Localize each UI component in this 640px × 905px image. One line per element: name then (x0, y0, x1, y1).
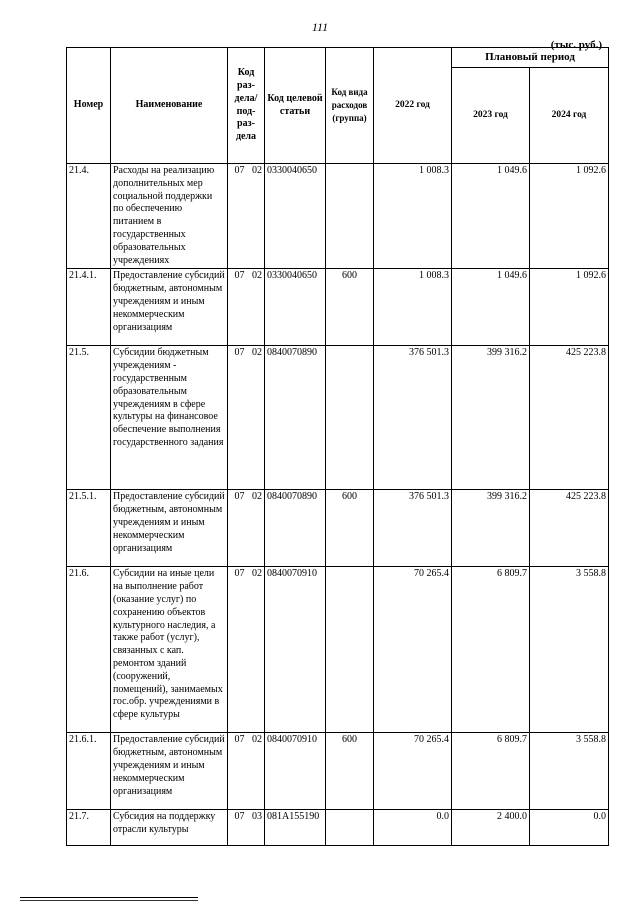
row-expense-code: 600 (326, 733, 374, 810)
row-amount-2023: 1 049.6 (452, 269, 530, 346)
row-target-code: 0840070910 (265, 567, 326, 733)
row-amount-2023: 6 809.7 (452, 567, 530, 733)
row-target-code: 0840070890 (265, 490, 326, 567)
row-amount-2023: 6 809.7 (452, 733, 530, 810)
row-number: 21.4.1. (67, 269, 111, 346)
row-name: Предоставление субсидий бюджетным, автономным учреждениям и иным некоммерческим организациям (111, 269, 228, 346)
row-expense-code (326, 567, 374, 733)
header-expense-code: Код вида расходов (группа) (326, 48, 374, 164)
row-amount-2023: 2 400.0 (452, 810, 530, 846)
row-section-code: 07 02 (228, 490, 265, 567)
units-label: (тыс. руб.) (550, 39, 602, 51)
row-amount-2024: 0.0 (530, 810, 609, 846)
header-planning-period: Плановый период (452, 48, 609, 68)
row-target-code: 0330040650 (265, 269, 326, 346)
row-amount-2023: 1 049.6 (452, 164, 530, 269)
row-number: 21.6. (67, 567, 111, 733)
row-target-code: 0840070910 (265, 733, 326, 810)
row-amount-2022: 376 501.3 (374, 346, 452, 490)
row-amount-2024: 3 558.8 (530, 567, 609, 733)
row-expense-code: 600 (326, 269, 374, 346)
row-number: 21.7. (67, 810, 111, 846)
footer-rule-secondary (20, 900, 198, 901)
table-row (67, 490, 609, 567)
header-year-2022: 2022 год (374, 48, 452, 164)
table-row (67, 164, 609, 269)
header-name: Наименование (111, 48, 228, 164)
row-number: 21.4. (67, 164, 111, 269)
row-amount-2024: 3 558.8 (530, 733, 609, 810)
header-number: Номер (67, 48, 111, 164)
row-expense-code: 600 (326, 490, 374, 567)
row-amount-2022: 0.0 (374, 810, 452, 846)
row-number: 21.5. (67, 346, 111, 490)
row-amount-2024: 425 223.8 (530, 490, 609, 567)
row-number: 21.5.1. (67, 490, 111, 567)
row-number: 21.6.1. (67, 733, 111, 810)
table-row (67, 346, 609, 490)
table-row (67, 733, 609, 810)
row-section-code: 07 03 (228, 810, 265, 846)
row-section-code: 07 02 (228, 164, 265, 269)
row-name: Субсидии бюджетным учреждениям - государственным образовательным учреждениям в сфере культуры на финансовое обеспечение выполнения государственного задания (111, 346, 228, 490)
page-number: 111 (311, 20, 329, 34)
budget-table (66, 47, 609, 846)
row-section-code: 07 02 (228, 733, 265, 810)
row-amount-2024: 1 092.6 (530, 164, 609, 269)
row-section-code: 07 02 (228, 346, 265, 490)
row-section-code: 07 02 (228, 567, 265, 733)
row-expense-code (326, 810, 374, 846)
header-year-2023: 2023 год (452, 68, 530, 164)
row-amount-2022: 1 008.3 (374, 269, 452, 346)
row-amount-2022: 70 265.4 (374, 567, 452, 733)
header-section-code: Код раз-дела/ под-раз-дела (228, 48, 265, 164)
row-amount-2023: 399 316.2 (452, 346, 530, 490)
row-expense-code (326, 164, 374, 269)
row-amount-2022: 70 265.4 (374, 733, 452, 810)
table-row (67, 269, 609, 346)
row-target-code: 081A155190 (265, 810, 326, 846)
row-expense-code (326, 346, 374, 490)
row-name: Предоставление субсидий бюджетным, автономным учреждениям и иным некоммерческим организациям (111, 733, 228, 810)
table-row (67, 810, 609, 846)
row-name: Субсидия на поддержку отрасли культуры (111, 810, 228, 846)
row-target-code: 0330040650 (265, 164, 326, 269)
row-target-code: 0840070890 (265, 346, 326, 490)
row-name: Субсидии на иные цели на выполнение работ (оказание услуг) по сохранению объектов культурного наследия, а также работ (услуг), связанных с кап. ремонтом зданий (сооружений, помещений), занимаемых гос.обр. учреждениями в сфере культуры (111, 567, 228, 733)
header-year-2024: 2024 год (530, 68, 609, 164)
row-amount-2024: 425 223.8 (530, 346, 609, 490)
row-amount-2023: 399 316.2 (452, 490, 530, 567)
header-target-code: Код целевой статьи (265, 48, 326, 164)
footer-rule (20, 897, 198, 898)
row-amount-2024: 1 092.6 (530, 269, 609, 346)
row-name: Расходы на реализацию дополнительных мер социальной поддержки по обеспечению питанием в государственных образовательных учреждениях (111, 164, 228, 269)
row-amount-2022: 1 008.3 (374, 164, 452, 269)
row-amount-2022: 376 501.3 (374, 490, 452, 567)
row-section-code: 07 02 (228, 269, 265, 346)
table-row (67, 567, 609, 733)
row-name: Предоставление субсидий бюджетным, автономным учреждениям и иным некоммерческим организациям (111, 490, 228, 567)
